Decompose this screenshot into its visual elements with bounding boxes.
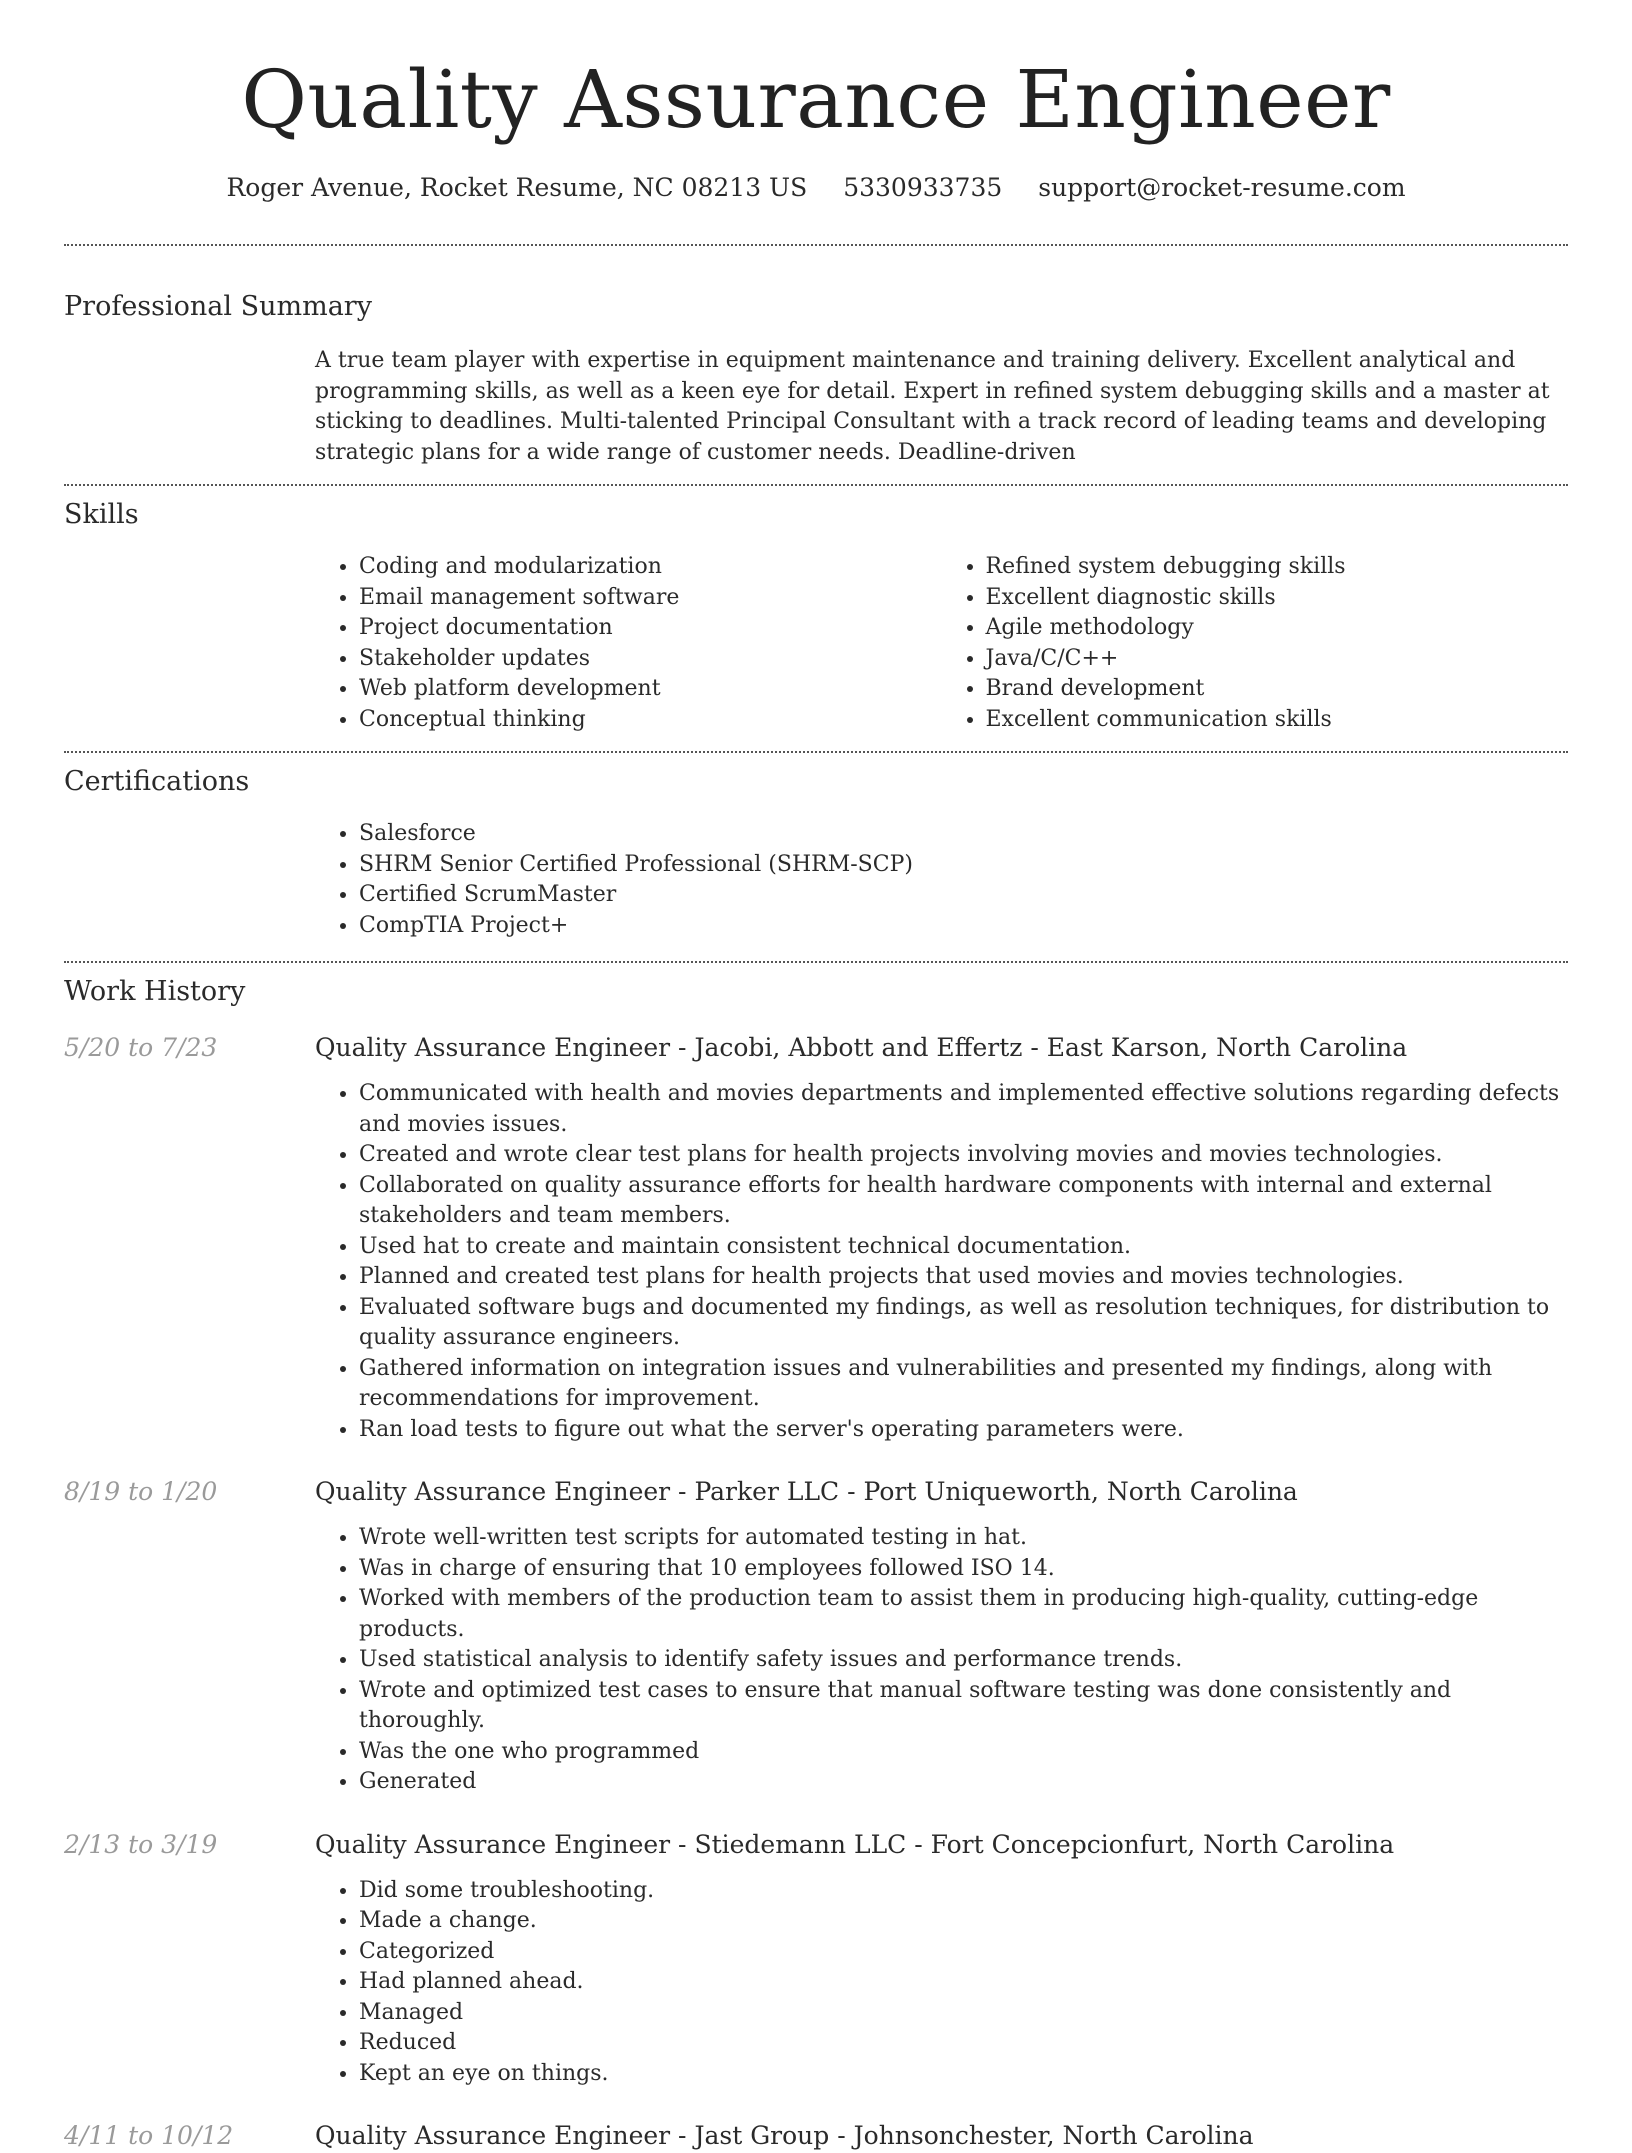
job-bullet: • Created and wrote clear test plans for health projects involving movies and movies technologies. <box>359 1140 1568 1171</box>
divider <box>64 244 1568 246</box>
job-bullet: • Made a change. <box>359 1906 1568 1937</box>
job-bullet: • Collaborated on quality assurance efforts for health hardware components with internal and external stakeholders and team members. <box>359 1171 1568 1232</box>
job-bullet: • Gathered information on integration issues and vulnerabilities and presented my findings, along with recommendations for improvement. <box>359 1354 1568 1415</box>
certifications-heading: Certifications <box>64 766 250 797</box>
job-dates: 8/19 to 1/20 <box>64 1477 218 1506</box>
job-bullet: • Wrote and optimized test cases to ensure that manual software testing was done consistently and thoroughly. <box>359 1676 1568 1737</box>
skills-list-right <box>942 552 1569 735</box>
skill-item: • Web platform development <box>359 674 942 705</box>
certifications-list <box>315 819 1568 941</box>
skill-item: • Excellent diagnostic skills <box>986 583 1569 614</box>
certification-item: • Salesforce <box>359 819 1568 850</box>
job-bullet: • Kept an eye on things. <box>359 2059 1568 2090</box>
summary-text: A true team player with expertise in equipment maintenance and training delivery. Excellent analytical and programming skills, as well as a keen eye for detail. Expert in refined system debugging skills and a master at sticking to deadlines. Multi-talented Principal Consultant with a track record of leading teams and developing strategic plans for a wide range of customer needs. Deadline-driven <box>315 348 1550 465</box>
certifications-block <box>315 819 1568 941</box>
divider <box>64 961 1568 963</box>
job-title: Quality Assurance Engineer - Jacobi, Abbott and Effertz - East Karson, North Carolina <box>315 1033 1408 1062</box>
job-bullet: • Communicated with health and movies departments and implemented effective solutions regarding defects and movies issues. <box>359 1079 1568 1140</box>
job-entry <box>64 1828 1568 2090</box>
contact-line <box>64 172 1568 204</box>
job-bullet-list <box>315 1876 1568 2090</box>
skill-item: • Brand development <box>986 674 1569 705</box>
certification-item: • Certified ScrumMaster <box>359 880 1568 911</box>
job-duties <box>315 1876 1568 2090</box>
skill-item: • Email management software <box>359 583 942 614</box>
skill-item: • Excellent communication skills <box>986 705 1569 736</box>
skills-grid <box>315 552 1568 735</box>
job-bullet: • Used statistical analysis to identify safety issues and performance trends. <box>359 1645 1568 1676</box>
summary-heading: Professional Summary <box>64 291 372 322</box>
job-bullet: • Wrote well-written test scripts for automated testing in hat. <box>359 1523 1568 1554</box>
skill-item: • Coding and modularization <box>359 552 942 583</box>
work-history-heading: Work History <box>64 976 246 1007</box>
job-bullet: • Evaluated software bugs and documented my findings, as well as resolution techniques, for distribution to quality assurance engineers. <box>359 1293 1568 1354</box>
job-entry <box>64 2119 1568 2153</box>
skill-item: • Agile methodology <box>986 613 1569 644</box>
job-bullet: • Categorized <box>359 1937 1568 1968</box>
certification-item: • CompTIA Project+ <box>359 911 1568 942</box>
certification-item: • SHRM Senior Certified Professional (SHRM-SCP) <box>359 850 1568 881</box>
job-bullet: • Was in charge of ensuring that 10 employees followed ISO 14. <box>359 1554 1568 1585</box>
skills-heading: Skills <box>64 499 139 530</box>
job-entry <box>64 1031 1568 1445</box>
job-dates: 2/13 to 3/19 <box>64 1829 218 1859</box>
job-duties <box>315 1523 1568 1798</box>
job-entry <box>64 1475 1568 1798</box>
divider <box>64 484 1568 486</box>
job-bullet: • Ran load tests to figure out what the server's operating parameters were. <box>359 1415 1568 1446</box>
divider <box>64 751 1568 753</box>
contact-email: support@rocket-resume.com <box>1038 173 1406 202</box>
contact-phone: 5330933735 <box>843 173 1003 202</box>
job-title: Quality Assurance Engineer - Parker LLC - Port Uniqueworth, North Carolina <box>315 1477 1298 1506</box>
skill-item: • Java/C/C++ <box>986 644 1569 675</box>
skill-item: • Project documentation <box>359 613 942 644</box>
job-bullet: • Worked with members of the production team to assist them in producing high-quality, cutting-edge products. <box>359 1584 1568 1645</box>
skills-list-left <box>315 552 942 735</box>
job-title: Quality Assurance Engineer - Jast Group - Johnsonchester, North Carolina <box>315 2121 1254 2150</box>
job-bullet: • Used hat to create and maintain consistent technical documentation. <box>359 1232 1568 1263</box>
skill-item: • Stakeholder updates <box>359 644 942 675</box>
job-bullet: • Did some troubleshooting. <box>359 1876 1568 1907</box>
job-bullet-list <box>315 1079 1568 1445</box>
skill-item: • Refined system debugging skills <box>986 552 1569 583</box>
job-bullet: • Had planned ahead. <box>359 1967 1568 1998</box>
job-bullet: • Managed <box>359 1998 1568 2029</box>
job-bullet: • Planned and created test plans for health projects that used movies and movies technologies. <box>359 1262 1568 1293</box>
job-bullet: • Generated <box>359 1767 1568 1798</box>
job-title: Quality Assurance Engineer - Stiedemann LLC - Fort Concepcionfurt, North Carolina <box>315 1829 1395 1859</box>
contact-address: Roger Avenue, Rocket Resume, NC 08213 US <box>226 173 808 202</box>
job-bullet-list <box>315 1523 1568 1798</box>
skill-item: • Conceptual thinking <box>359 705 942 736</box>
resume-title: Quality Assurance Engineer <box>241 53 1391 146</box>
job-duties <box>315 1079 1568 1445</box>
job-dates: 4/11 to 10/12 <box>64 2121 234 2150</box>
job-dates: 5/20 to 7/23 <box>64 1033 218 1062</box>
job-bullet: • Reduced <box>359 2028 1568 2059</box>
resume-page <box>64 0 1568 2153</box>
job-bullet: • Was the one who programmed <box>359 1737 1568 1768</box>
